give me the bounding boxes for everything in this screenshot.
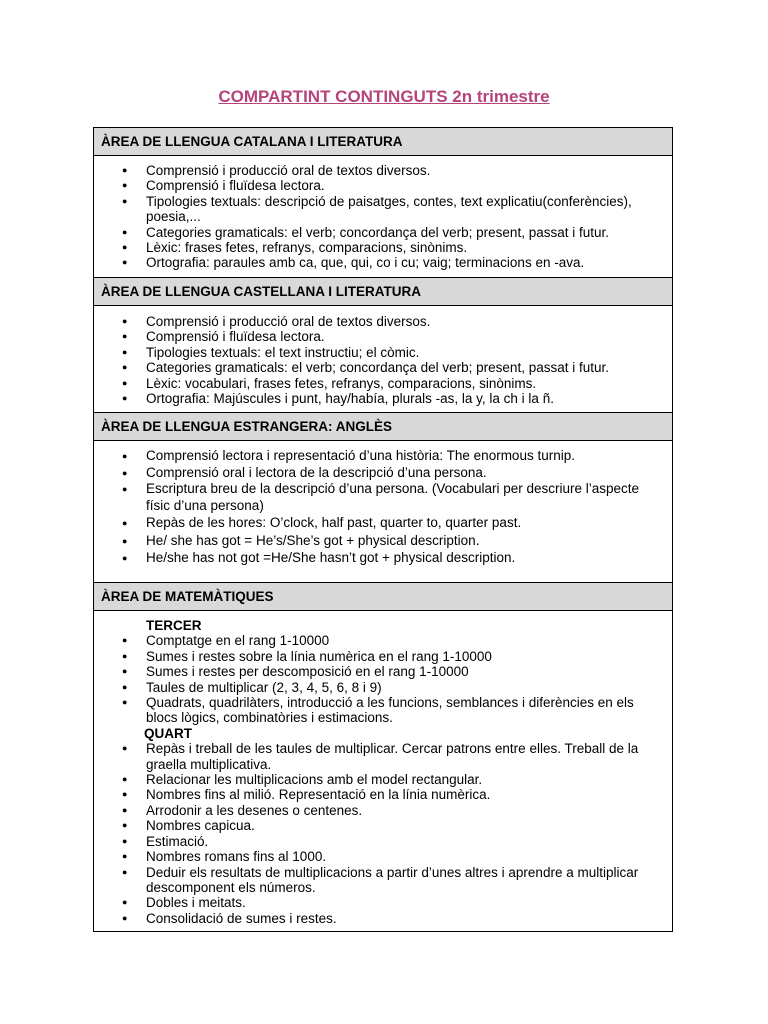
list-item: ● Comprensió i producció oral de textos diversos. [94, 314, 672, 329]
tercer-list [94, 633, 672, 725]
list-item: ● Nombres romans fins al 1000. [94, 849, 672, 864]
list-item: ● He/ she has got = He’s/She’s got + physical description. [94, 533, 672, 550]
angles-list [94, 448, 672, 567]
list-item: ● Sumes i restes per descomposició en el rang 1-10000 [94, 664, 672, 679]
section-heading-matematiques: ÀREA DE MATEMÀTIQUES [94, 583, 672, 611]
list-item: ● He/she has not got =He/She hasn’t got + physical description. [94, 550, 672, 567]
list-item: ● Comprensió i producció oral de textos diversos. [94, 163, 672, 178]
section-heading-catalan: ÀREA DE LLENGUA CATALANA I LITERATURA [94, 128, 672, 156]
list-item: ● Ortografia: paraules amb ca, que, qui, co i cu; vaig; terminacions en -ava. [94, 255, 672, 270]
content-table [93, 127, 673, 932]
list-item: ● Repàs de les hores: O’clock, half past, quarter to, quarter past. [94, 515, 672, 532]
list-item: ● Consolidació de sumes i restes. [94, 911, 672, 926]
list-item: ● Nombres capicua. [94, 818, 672, 833]
section-body-castellana [94, 306, 672, 413]
catalan-list [94, 163, 672, 271]
list-item: ● Dobles i meitats. [94, 895, 672, 910]
list-item: ● Ortografia: Majúscules i punt, hay/había, plurals -as, la y, la ch i la ñ. [94, 391, 672, 406]
list-item: ● Sumes i restes sobre la línia numèrica en el rang 1-10000 [94, 649, 672, 664]
list-item: ● Nombres fins al milió. Representació en la línia numèrica. [94, 787, 672, 802]
list-item: ● Comptatge en el rang 1-10000 [94, 633, 672, 648]
list-item: ● Lèxic: vocabulari, frases fetes, refranys, comparacions, sinònims. [94, 376, 672, 391]
list-item: ● Comprensió i fluïdesa lectora. [94, 329, 672, 344]
list-item: ● Comprensió oral i lectora de la descripció d’una persona. [94, 465, 672, 482]
list-item: ● Deduir els resultats de multiplicacions a partir d’unes altres i aprendre a multiplicar descomponent els números. [94, 865, 672, 896]
section-body-matematiques [94, 611, 672, 931]
list-item: ● Taules de multiplicar (2, 3, 4, 5, 6, 8 i 9) [94, 680, 672, 695]
subheading-quart: QUART [144, 725, 192, 741]
list-item: ● Lèxic: frases fetes, refranys, comparacions, sinònims. [94, 240, 672, 255]
list-item: ● Quadrats, quadrilàters, introducció a les funcions, semblances i diferències en els blocs lògics, combinatòries i estimacions. [94, 695, 672, 726]
section-body-angles [94, 441, 672, 583]
list-item: ● Tipologies textuals: el text instructiu; el còmic. [94, 345, 672, 360]
castellana-list [94, 314, 672, 406]
section-heading-castellana: ÀREA DE LLENGUA CASTELLANA I LITERATURA [94, 278, 672, 306]
section-body-catalan [94, 156, 672, 278]
subheading-tercer: TERCER [146, 618, 202, 633]
list-item: ● Arrodonir a les desenes o centenes. [94, 803, 672, 818]
list-item: ● Comprensió i fluïdesa lectora. [94, 178, 672, 193]
list-item: ● Repàs i treball de les taules de multiplicar. Cercar patrons entre elles. Treball de la graella multiplicativa. [94, 741, 672, 772]
list-item: ● Categories gramaticals: el verb; concordança del verb; present, passat i futur. [94, 225, 672, 240]
list-item: ● Tipologies textuals: descripció de paisatges, contes, text explicatiu(conferències), poesia,... [94, 194, 672, 225]
list-item: ● Escriptura breu de la descripció d’una persona. (Vocabulari per descriure l’aspecte físic d’una persona) [94, 481, 672, 514]
quart-list [94, 741, 672, 926]
list-item: ● Relacionar les multiplicacions amb el model rectangular. [94, 772, 672, 787]
list-item: ● Estimació. [94, 834, 672, 849]
section-heading-angles: ÀREA DE LLENGUA ESTRANGERA: ANGLÈS [94, 413, 672, 441]
page-title: COMPARTINT CONTINGUTS 2n trimestre [218, 87, 550, 106]
list-item: ● Comprensió lectora i representació d’una història: The enormous turnip. [94, 448, 672, 465]
list-item: ● Categories gramaticals: el verb; concordança del verb; present, passat i futur. [94, 360, 672, 375]
